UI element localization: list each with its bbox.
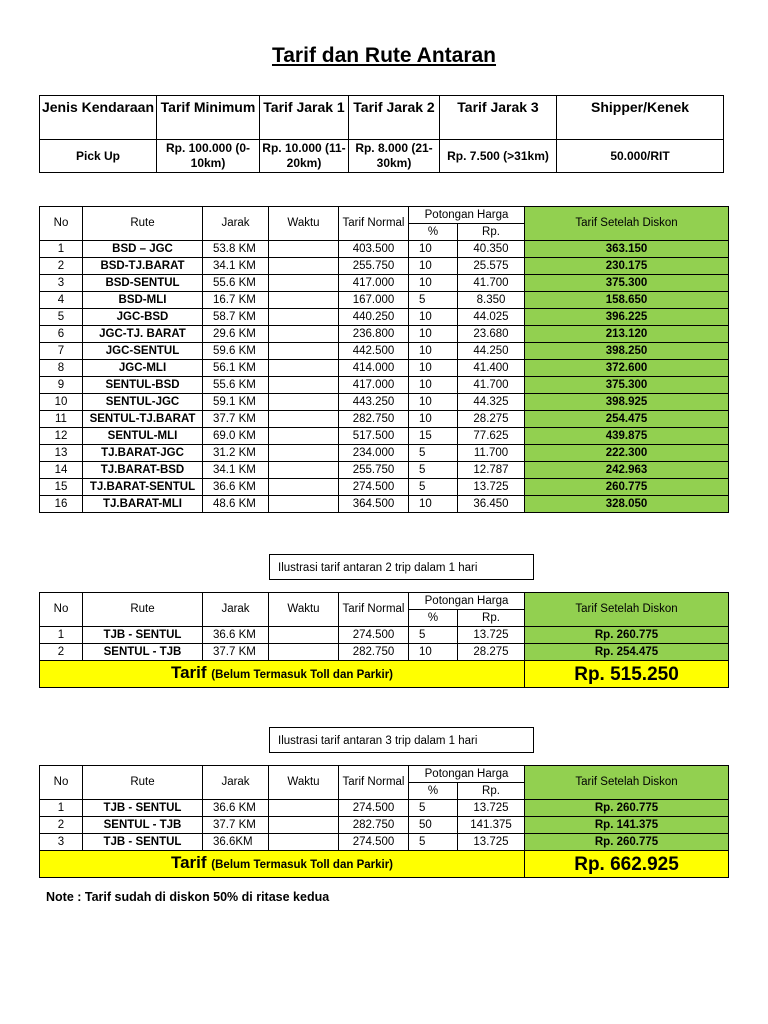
cell-jarak: 37.7 KM: [203, 644, 269, 661]
cell-jarak: 55.6 KM: [203, 275, 269, 292]
cell-tarif-normal: 443.250: [339, 394, 409, 411]
cell-no: 12: [40, 428, 83, 445]
cell-no: 11: [40, 411, 83, 428]
cell-rute: TJ.BARAT-SENTUL: [83, 479, 203, 496]
cell-tarif-normal: 274.500: [339, 834, 409, 851]
cell-no: 7: [40, 343, 83, 360]
cell-tarif-setelah-diskon: 372.600: [525, 360, 729, 377]
cell-waktu: [269, 496, 339, 513]
cell-jarak: 55.6 KM: [203, 377, 269, 394]
header-tarif-setelah-diskon: Tarif Setelah Diskon: [525, 766, 729, 800]
cell-potongan-percent: 10: [409, 258, 458, 275]
header-potongan: Potongan Harga: [409, 207, 525, 224]
table-row: [40, 343, 729, 360]
cell-tarif-setelah-diskon: 398.925: [525, 394, 729, 411]
cell-potongan-rp: 41.400: [458, 360, 525, 377]
cell-no: 3: [40, 275, 83, 292]
cell-potongan-percent: 5: [409, 800, 458, 817]
cell-tarif-normal: 417.000: [339, 275, 409, 292]
cell-waktu: [269, 462, 339, 479]
header-no: No: [40, 207, 83, 241]
header-cell: Tarif Minimum: [157, 96, 260, 140]
header-rp: Rp.: [458, 224, 525, 241]
header-jarak: Jarak: [203, 593, 269, 627]
cell-potongan-rp: 13.725: [458, 627, 525, 644]
illustration-caption-3-trip: Ilustrasi tarif antaran 3 trip dalam 1 hari: [269, 727, 534, 753]
cell-tarif-setelah-diskon: Rp. 254.475: [525, 644, 729, 661]
table-cell: Rp. 8.000 (21-30km): [349, 140, 440, 173]
cell-potongan-percent: 50: [409, 817, 458, 834]
cell-potongan-rp: 8.350: [458, 292, 525, 309]
header-rute: Rute: [83, 593, 203, 627]
cell-tarif-setelah-diskon: 242.963: [525, 462, 729, 479]
cell-potongan-percent: 10: [409, 496, 458, 513]
total-label: [40, 661, 525, 688]
table-cell: Pick Up: [40, 140, 157, 173]
cell-waktu: [269, 817, 339, 834]
cell-waktu: [269, 309, 339, 326]
header-potongan: Potongan Harga: [409, 593, 525, 610]
cell-jarak: 58.7 KM: [203, 309, 269, 326]
table-row: [40, 800, 729, 817]
table-row: [40, 479, 729, 496]
cell-jarak: 31.2 KM: [203, 445, 269, 462]
illustration-3-trip-body: [40, 800, 729, 851]
table-row: [40, 462, 729, 479]
cell-potongan-rp: 40.350: [458, 241, 525, 258]
cell-potongan-rp: 13.725: [458, 479, 525, 496]
cell-jarak: 34.1 KM: [203, 462, 269, 479]
cell-potongan-rp: 44.325: [458, 394, 525, 411]
cell-tarif-normal: 282.750: [339, 411, 409, 428]
tariff-summary-table: [39, 95, 724, 173]
header-cell: Shipper/Kenek: [557, 96, 724, 140]
cell-tarif-normal: 234.000: [339, 445, 409, 462]
cell-rute: JGC-SENTUL: [83, 343, 203, 360]
cell-potongan-percent: 5: [409, 479, 458, 496]
cell-potongan-percent: 10: [409, 377, 458, 394]
tariff-summary-row: [40, 140, 724, 173]
table-row: [40, 360, 729, 377]
cell-tarif-setelah-diskon: 375.300: [525, 377, 729, 394]
cell-potongan-percent: 10: [409, 241, 458, 258]
cell-rute: JGC-MLI: [83, 360, 203, 377]
table-row: [40, 292, 729, 309]
cell-waktu: [269, 627, 339, 644]
cell-potongan-percent: 5: [409, 445, 458, 462]
cell-tarif-setelah-diskon: Rp. 260.775: [525, 800, 729, 817]
cell-no: 1: [40, 241, 83, 258]
table-row: [40, 309, 729, 326]
cell-no: 3: [40, 834, 83, 851]
cell-waktu: [269, 479, 339, 496]
cell-potongan-percent: 10: [409, 411, 458, 428]
footnote: Note : Tarif sudah di diskon 50% di ritase kedua: [46, 890, 330, 904]
table-cell: 50.000/RIT: [557, 140, 724, 173]
illustration-caption-2-trip: Ilustrasi tarif antaran 2 trip dalam 1 hari: [269, 554, 534, 580]
table-row: [40, 394, 729, 411]
cell-rute: JGC-TJ. BARAT: [83, 326, 203, 343]
cell-rute: BSD-SENTUL: [83, 275, 203, 292]
cell-tarif-normal: 364.500: [339, 496, 409, 513]
cell-jarak: 37.7 KM: [203, 817, 269, 834]
cell-jarak: 53.8 KM: [203, 241, 269, 258]
cell-tarif-normal: 274.500: [339, 800, 409, 817]
table-row: [40, 627, 729, 644]
cell-rute: TJ.BARAT-JGC: [83, 445, 203, 462]
routes-header-row: [40, 207, 729, 224]
cell-tarif-setelah-diskon: 230.175: [525, 258, 729, 275]
cell-waktu: [269, 377, 339, 394]
table-row: [40, 258, 729, 275]
cell-waktu: [269, 292, 339, 309]
cell-tarif-normal: 417.000: [339, 377, 409, 394]
cell-tarif-normal: 255.750: [339, 462, 409, 479]
cell-potongan-rp: 41.700: [458, 377, 525, 394]
cell-no: 2: [40, 644, 83, 661]
cell-no: 14: [40, 462, 83, 479]
cell-waktu: [269, 834, 339, 851]
header-no: No: [40, 766, 83, 800]
total-label-text: Tarif: [170, 663, 207, 682]
cell-waktu: [269, 800, 339, 817]
cell-waktu: [269, 411, 339, 428]
table-row: [40, 428, 729, 445]
illustration-2-trip-body: [40, 627, 729, 661]
cell-waktu: [269, 428, 339, 445]
cell-rute: TJB - SENTUL: [83, 627, 203, 644]
cell-no: 9: [40, 377, 83, 394]
table-row: [40, 411, 729, 428]
routes-body: [40, 241, 729, 513]
header-potongan: Potongan Harga: [409, 766, 525, 783]
cell-rute: SENTUL - TJB: [83, 644, 203, 661]
cell-potongan-percent: 10: [409, 326, 458, 343]
cell-rute: SENTUL - TJB: [83, 817, 203, 834]
table-row: [40, 817, 729, 834]
cell-potongan-rp: 23.680: [458, 326, 525, 343]
table-row: [40, 496, 729, 513]
cell-waktu: [269, 445, 339, 462]
total-note: (Belum Termasuk Toll dan Parkir): [211, 859, 394, 871]
cell-rute: SENTUL-BSD: [83, 377, 203, 394]
cell-potongan-rp: 13.725: [458, 834, 525, 851]
total-label-text: Tarif: [170, 853, 207, 872]
cell-jarak: 16.7 KM: [203, 292, 269, 309]
cell-no: 10: [40, 394, 83, 411]
table-cell: Rp. 10.000 (11-20km): [260, 140, 349, 173]
table-header-row: [40, 766, 729, 783]
table-row: [40, 377, 729, 394]
cell-potongan-rp: 44.025: [458, 309, 525, 326]
total-row: [40, 851, 729, 878]
cell-waktu: [269, 275, 339, 292]
header-tarif-normal: Tarif Normal: [339, 593, 409, 627]
cell-tarif-setelah-diskon: 375.300: [525, 275, 729, 292]
cell-jarak: 34.1 KM: [203, 258, 269, 275]
cell-tarif-setelah-diskon: 222.300: [525, 445, 729, 462]
cell-tarif-normal: 274.500: [339, 479, 409, 496]
cell-rute: BSD – JGC: [83, 241, 203, 258]
header-cell: Tarif Jarak 1: [260, 96, 349, 140]
cell-jarak: 29.6 KM: [203, 326, 269, 343]
header-waktu: Waktu: [269, 593, 339, 627]
header-cell: Tarif Jarak 2: [349, 96, 440, 140]
cell-tarif-normal: 167.000: [339, 292, 409, 309]
total-value: Rp. 662.925: [525, 851, 729, 878]
cell-potongan-rp: 25.575: [458, 258, 525, 275]
total-value: Rp. 515.250: [525, 661, 729, 688]
cell-waktu: [269, 326, 339, 343]
cell-waktu: [269, 360, 339, 377]
header-rp: Rp.: [458, 610, 525, 627]
cell-no: 2: [40, 258, 83, 275]
cell-tarif-setelah-diskon: 260.775: [525, 479, 729, 496]
cell-waktu: [269, 394, 339, 411]
table-row: [40, 644, 729, 661]
cell-potongan-percent: 10: [409, 309, 458, 326]
cell-no: 5: [40, 309, 83, 326]
cell-potongan-rp: 12.787: [458, 462, 525, 479]
cell-tarif-normal: 403.500: [339, 241, 409, 258]
illustration-2-trip-table: [39, 592, 729, 688]
table-row: [40, 241, 729, 258]
cell-rute: SENTUL-JGC: [83, 394, 203, 411]
cell-potongan-percent: 5: [409, 292, 458, 309]
cell-potongan-rp: 11.700: [458, 445, 525, 462]
cell-rute: TJ.BARAT-MLI: [83, 496, 203, 513]
cell-potongan-percent: 15: [409, 428, 458, 445]
cell-tarif-setelah-diskon: 439.875: [525, 428, 729, 445]
header-cell: Jenis Kendaraan: [40, 96, 157, 140]
cell-jarak: 56.1 KM: [203, 360, 269, 377]
table-header-row: [40, 593, 729, 610]
cell-potongan-percent: 10: [409, 343, 458, 360]
cell-potongan-percent: 10: [409, 644, 458, 661]
cell-tarif-setelah-diskon: 158.650: [525, 292, 729, 309]
header-rute: Rute: [83, 766, 203, 800]
cell-tarif-normal: 274.500: [339, 627, 409, 644]
cell-potongan-rp: 44.250: [458, 343, 525, 360]
cell-potongan-rp: 36.450: [458, 496, 525, 513]
cell-potongan-percent: 5: [409, 627, 458, 644]
cell-potongan-rp: 141.375: [458, 817, 525, 834]
cell-rute: JGC-BSD: [83, 309, 203, 326]
cell-rute: BSD-MLI: [83, 292, 203, 309]
cell-rute: TJB - SENTUL: [83, 834, 203, 851]
header-no: No: [40, 593, 83, 627]
cell-potongan-rp: 28.275: [458, 411, 525, 428]
cell-tarif-setelah-diskon: 396.225: [525, 309, 729, 326]
cell-tarif-normal: 414.000: [339, 360, 409, 377]
cell-jarak: 37.7 KM: [203, 411, 269, 428]
cell-potongan-rp: 13.725: [458, 800, 525, 817]
cell-potongan-percent: 10: [409, 360, 458, 377]
table-row: [40, 275, 729, 292]
cell-rute: SENTUL-MLI: [83, 428, 203, 445]
cell-rute: TJB - SENTUL: [83, 800, 203, 817]
cell-rute: TJ.BARAT-BSD: [83, 462, 203, 479]
cell-tarif-setelah-diskon: 328.050: [525, 496, 729, 513]
total-row: [40, 661, 729, 688]
page-title: Tarif dan Rute Antaran: [271, 44, 497, 67]
cell-no: 8: [40, 360, 83, 377]
table-row: [40, 326, 729, 343]
cell-jarak: 69.0 KM: [203, 428, 269, 445]
cell-potongan-percent: 5: [409, 834, 458, 851]
header-waktu: Waktu: [269, 766, 339, 800]
header-cell: Tarif Jarak 3: [440, 96, 557, 140]
cell-jarak: 36.6 KM: [203, 627, 269, 644]
header-percent: %: [409, 610, 458, 627]
cell-tarif-setelah-diskon: Rp. 141.375: [525, 817, 729, 834]
cell-tarif-setelah-diskon: Rp. 260.775: [525, 627, 729, 644]
cell-potongan-rp: 77.625: [458, 428, 525, 445]
cell-rute: SENTUL-TJ.BARAT: [83, 411, 203, 428]
cell-potongan-percent: 5: [409, 462, 458, 479]
header-tarif-normal: Tarif Normal: [339, 207, 409, 241]
cell-waktu: [269, 258, 339, 275]
cell-tarif-normal: 517.500: [339, 428, 409, 445]
cell-tarif-normal: 282.750: [339, 644, 409, 661]
cell-jarak: 36.6 KM: [203, 800, 269, 817]
cell-jarak: 48.6 KM: [203, 496, 269, 513]
cell-no: 16: [40, 496, 83, 513]
total-note: (Belum Termasuk Toll dan Parkir): [211, 669, 394, 681]
cell-jarak: 59.6 KM: [203, 343, 269, 360]
header-tarif-normal: Tarif Normal: [339, 766, 409, 800]
cell-no: 1: [40, 800, 83, 817]
cell-waktu: [269, 241, 339, 258]
cell-tarif-setelah-diskon: 398.250: [525, 343, 729, 360]
header-rute: Rute: [83, 207, 203, 241]
cell-potongan-percent: 10: [409, 394, 458, 411]
cell-tarif-setelah-diskon: 254.475: [525, 411, 729, 428]
cell-potongan-percent: 10: [409, 275, 458, 292]
cell-no: 13: [40, 445, 83, 462]
cell-tarif-normal: 236.800: [339, 326, 409, 343]
cell-rute: BSD-TJ.BARAT: [83, 258, 203, 275]
header-waktu: Waktu: [269, 207, 339, 241]
header-tarif-setelah-diskon: Tarif Setelah Diskon: [525, 207, 729, 241]
cell-no: 1: [40, 627, 83, 644]
cell-jarak: 36.6KM: [203, 834, 269, 851]
header-percent: %: [409, 783, 458, 800]
cell-tarif-setelah-diskon: Rp. 260.775: [525, 834, 729, 851]
cell-no: 2: [40, 817, 83, 834]
cell-tarif-normal: 442.500: [339, 343, 409, 360]
header-percent: %: [409, 224, 458, 241]
header-jarak: Jarak: [203, 766, 269, 800]
cell-tarif-setelah-diskon: 213.120: [525, 326, 729, 343]
cell-tarif-setelah-diskon: 363.150: [525, 241, 729, 258]
cell-potongan-rp: 28.275: [458, 644, 525, 661]
cell-no: 4: [40, 292, 83, 309]
header-jarak: Jarak: [203, 207, 269, 241]
cell-jarak: 36.6 KM: [203, 479, 269, 496]
total-label: [40, 851, 525, 878]
cell-no: 15: [40, 479, 83, 496]
cell-potongan-rp: 41.700: [458, 275, 525, 292]
header-tarif-setelah-diskon: Tarif Setelah Diskon: [525, 593, 729, 627]
illustration-3-trip-table: [39, 765, 729, 878]
routes-table: [39, 206, 729, 513]
cell-tarif-normal: 440.250: [339, 309, 409, 326]
table-cell: Rp. 7.500 (>31km): [440, 140, 557, 173]
cell-waktu: [269, 644, 339, 661]
cell-tarif-normal: 255.750: [339, 258, 409, 275]
cell-jarak: 59.1 KM: [203, 394, 269, 411]
table-row: [40, 445, 729, 462]
header-rp: Rp.: [458, 783, 525, 800]
table-row: [40, 834, 729, 851]
cell-waktu: [269, 343, 339, 360]
cell-tarif-normal: 282.750: [339, 817, 409, 834]
cell-no: 6: [40, 326, 83, 343]
tariff-summary-header: [40, 96, 724, 140]
table-cell: Rp. 100.000 (0-10km): [157, 140, 260, 173]
